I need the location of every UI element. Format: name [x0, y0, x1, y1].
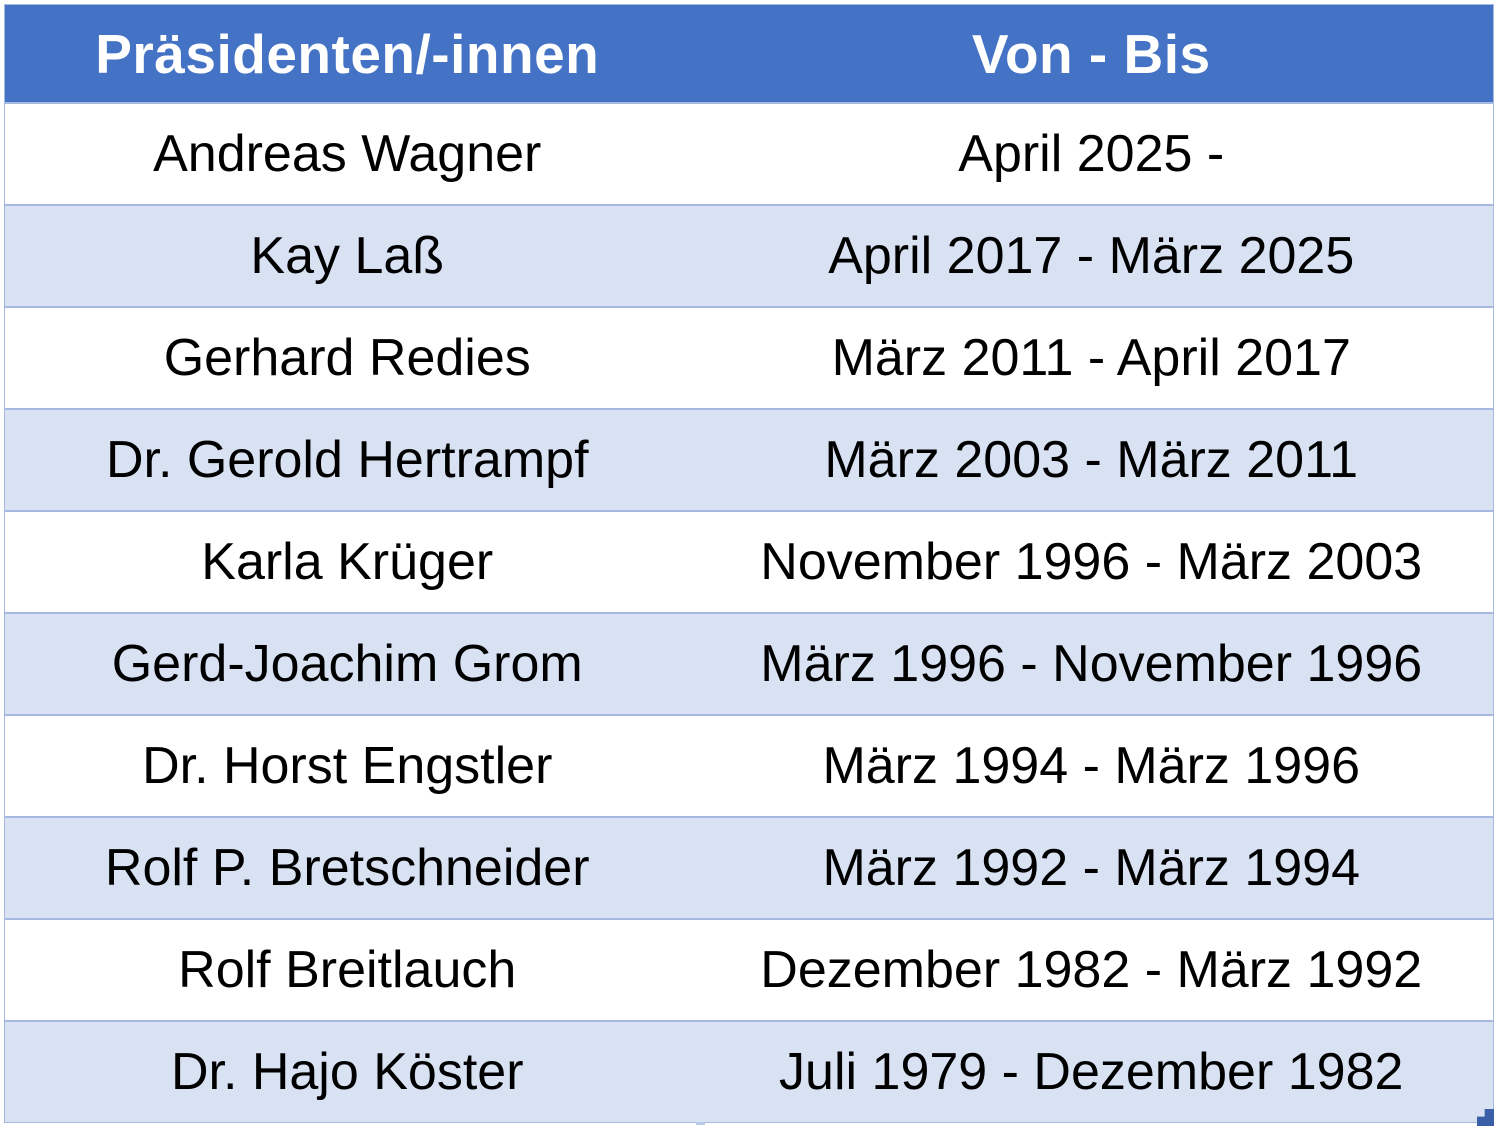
name-cell: Dr. Gerold Hertrampf: [105, 431, 589, 489]
name-cell: Dr. Horst Engstler: [142, 737, 553, 795]
name-cell: Rolf P. Bretschneider: [104, 839, 590, 897]
name-cell: Karla Krüger: [201, 533, 494, 591]
column-midpoint-tick: [696, 1122, 705, 1125]
period-cell: Juli 1979 - Dezember 1982: [779, 1043, 1404, 1101]
name-cell: Gerhard Redies: [163, 329, 531, 387]
table-row: [5, 510, 1493, 612]
header-cell-presidents: Präsidenten/-innen: [95, 22, 600, 85]
table-row: [5, 816, 1493, 918]
name-cell: Gerd-Joachim Grom: [111, 635, 583, 693]
table-row: [5, 306, 1493, 408]
period-cell: Dezember 1982 - März 1992: [760, 941, 1423, 999]
period-cell: März 1992 - März 1994: [822, 839, 1361, 897]
period-cell: November 1996 - März 2003: [760, 533, 1423, 591]
period-cell: März 2003 - März 2011: [824, 431, 1359, 489]
period-cell: April 2025 -: [958, 125, 1225, 183]
table-row: [5, 204, 1493, 306]
table-row: [5, 1020, 1493, 1122]
period-cell: März 2011 - April 2017: [831, 329, 1351, 387]
presidents-table: [4, 4, 1494, 1123]
table-row: [5, 612, 1493, 714]
period-cell: März 1996 - November 1996: [760, 635, 1423, 693]
header-cell-von-bis: Von - Bis: [971, 22, 1211, 85]
period-cell: März 1994 - März 1996: [822, 737, 1361, 795]
table-row: [5, 102, 1493, 204]
name-cell: Rolf Breitlauch: [178, 941, 517, 999]
table-header-row: [5, 5, 1493, 102]
name-cell: Kay Laß: [250, 227, 445, 285]
table-row: [5, 408, 1493, 510]
table-row: [5, 918, 1493, 1020]
period-cell: April 2017 - März 2025: [828, 227, 1355, 285]
name-cell: Andreas Wagner: [153, 125, 542, 183]
name-cell: Dr. Hajo Köster: [170, 1043, 524, 1101]
table-row: [5, 714, 1493, 816]
